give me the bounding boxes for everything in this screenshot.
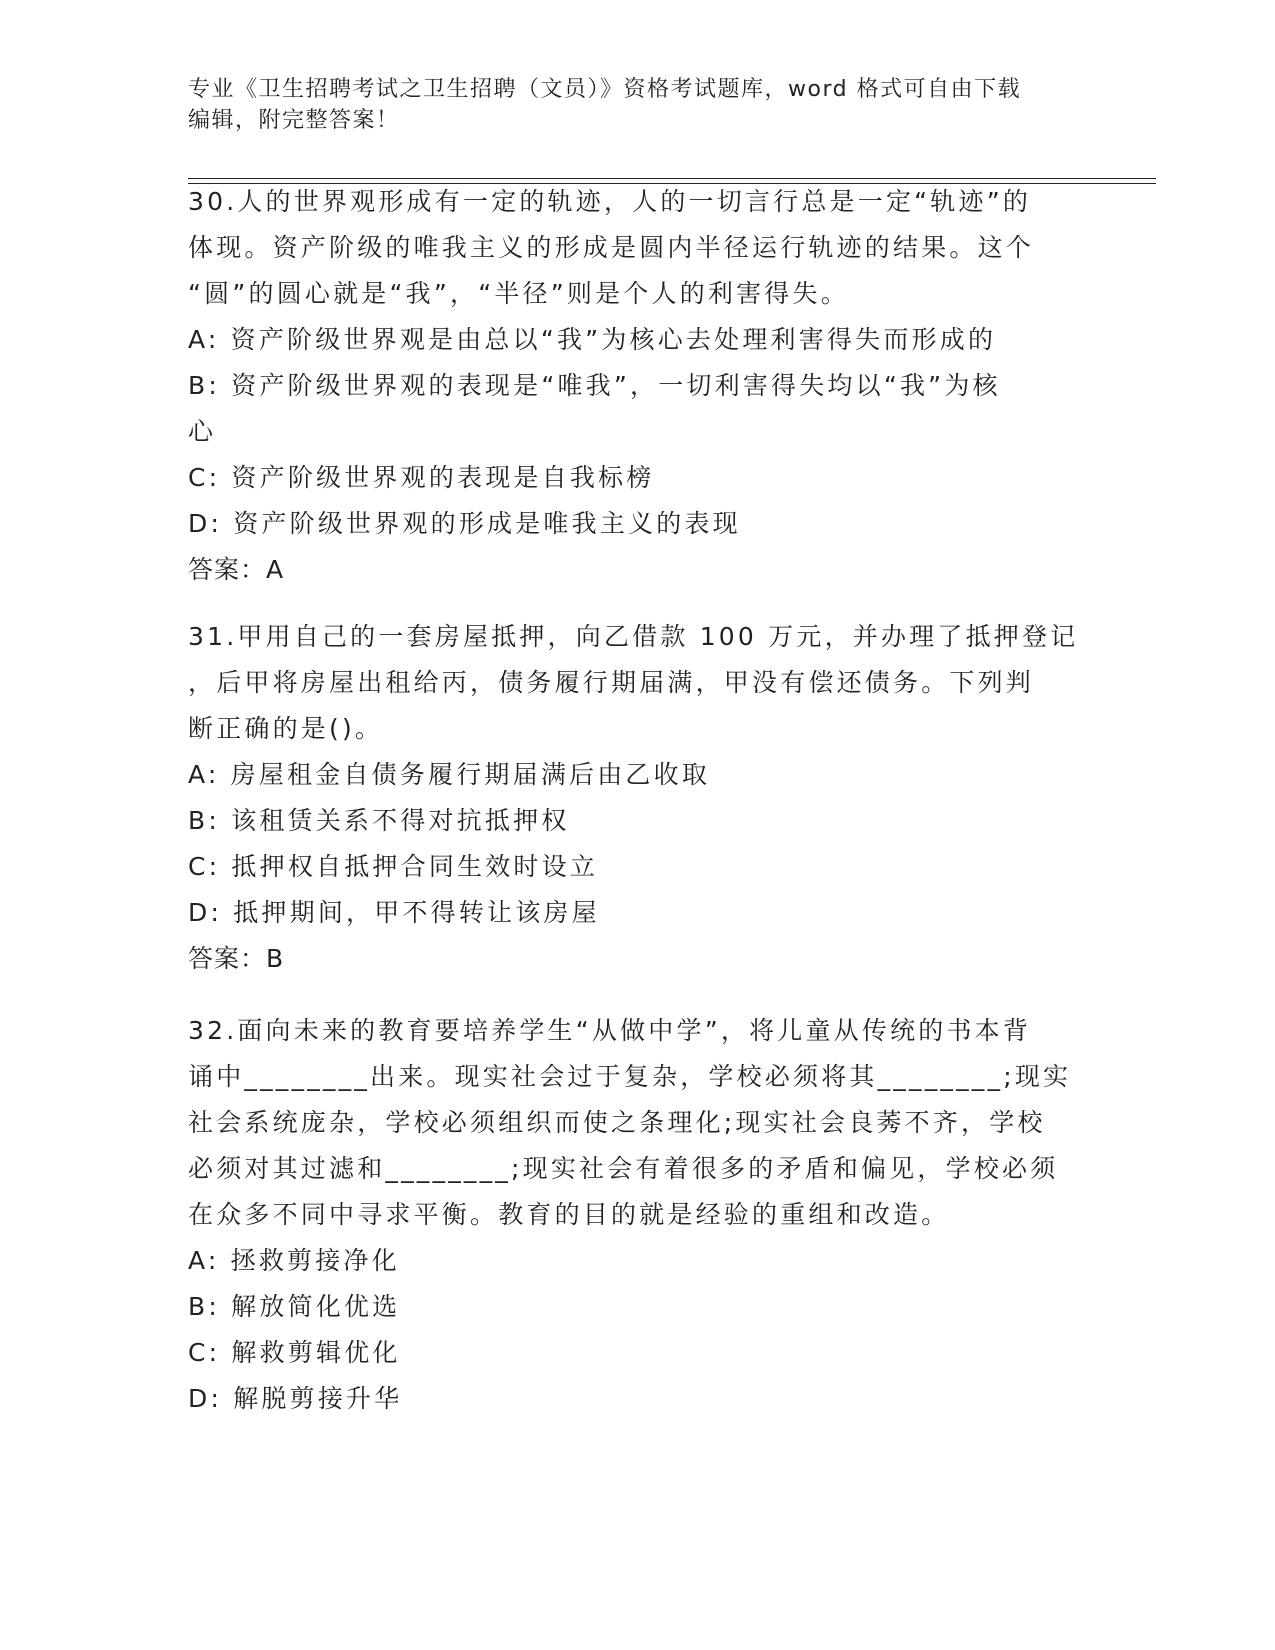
stem-line: 30.人的世界观形成有一定的轨迹，人的一切言行总是一定“轨迹”的 — [188, 187, 1032, 216]
question-stem — [188, 614, 1078, 752]
option-a — [188, 752, 1078, 798]
header-line-2: 编辑，附完整答案！ — [188, 108, 400, 133]
option-b — [188, 798, 1078, 844]
option-d — [188, 890, 1078, 936]
option-text: A: 拯救剪接净化 — [188, 1246, 400, 1275]
option-text: D: 资产阶级世界观的形成是唯我主义的表现 — [188, 509, 741, 538]
option-c — [188, 1330, 1078, 1376]
stem-line: “圆”的圆心就是“我”，“半径”则是个人的利害得失。 — [188, 279, 849, 308]
option-text: A: 资产阶级世界观是由总以“我”为核心去处理利害得失而形成的 — [188, 325, 997, 354]
option-text: D: 抵押期间，甲不得转让该房屋 — [188, 898, 600, 927]
option-c — [188, 455, 1078, 501]
option-text: 心 — [188, 417, 217, 446]
question-stem — [188, 179, 1078, 317]
option-b — [188, 1284, 1078, 1330]
option-text: B: 解放简化优选 — [188, 1292, 401, 1321]
stem-line: 32.面向未来的教育要培养学生“从做中学”，将儿童从传统的书本背 — [188, 1016, 1032, 1045]
option-a — [188, 317, 1078, 363]
option-text: B: 该租赁关系不得对抗抵押权 — [188, 806, 570, 835]
option-b — [188, 363, 1078, 455]
option-c — [188, 844, 1078, 890]
question-32 — [188, 1008, 1078, 1422]
option-text: C: 解救剪辑优化 — [188, 1338, 401, 1367]
stem-line: 必须对其过滤和________;现实社会有着很多的矛盾和偏见，学校必须 — [188, 1154, 1059, 1183]
answer-label: 答案：A — [188, 555, 285, 584]
option-d — [188, 501, 1078, 547]
stem-line: 在众多不同中寻求平衡。教育的目的就是经验的重组和改造。 — [188, 1200, 950, 1229]
stem-line: 诵中________出来。现实社会过于复杂，学校必须将其________;现实 — [188, 1062, 1072, 1091]
question-31 — [188, 614, 1078, 982]
option-a — [188, 1238, 1078, 1284]
stem-line: 社会系统庞杂，学校必须组织而使之条理化;现实社会良莠不齐，学校 — [188, 1108, 1046, 1137]
header-line-1: 专业《卫生招聘考试之卫生招聘（文员）》资格考试题库，word 格式可自由下载 — [188, 77, 1022, 102]
option-d — [188, 1376, 1078, 1422]
answer-label: 答案：B — [188, 944, 285, 973]
question-stem — [188, 1008, 1078, 1238]
stem-line: 体现。资产阶级的唯我主义的形成是圆内半径运行轨迹的结果。这个 — [188, 233, 1035, 262]
option-text: C: 抵押权自抵押合同生效时设立 — [188, 852, 599, 881]
option-text: A: 房屋租金自债务履行期届满后由乙收取 — [188, 760, 711, 789]
option-text: B: 资产阶级世界观的表现是“唯我”，一切利害得失均以“我”为核 — [188, 371, 1001, 400]
option-text: D: 解脱剪接升华 — [188, 1384, 403, 1413]
stem-line: ，后甲将房屋出租给丙，债务履行期届满，甲没有偿还债务。下列判 — [188, 668, 1035, 697]
stem-line: 断正确的是()。 — [188, 714, 384, 743]
document-header — [188, 74, 1068, 136]
option-text: C: 资产阶级世界观的表现是自我标榜 — [188, 463, 655, 492]
stem-line: 31.甲用自己的一套房屋抵押，向乙借款 100 万元，并办理了抵押登记 — [188, 622, 1079, 651]
question-30 — [188, 179, 1078, 593]
